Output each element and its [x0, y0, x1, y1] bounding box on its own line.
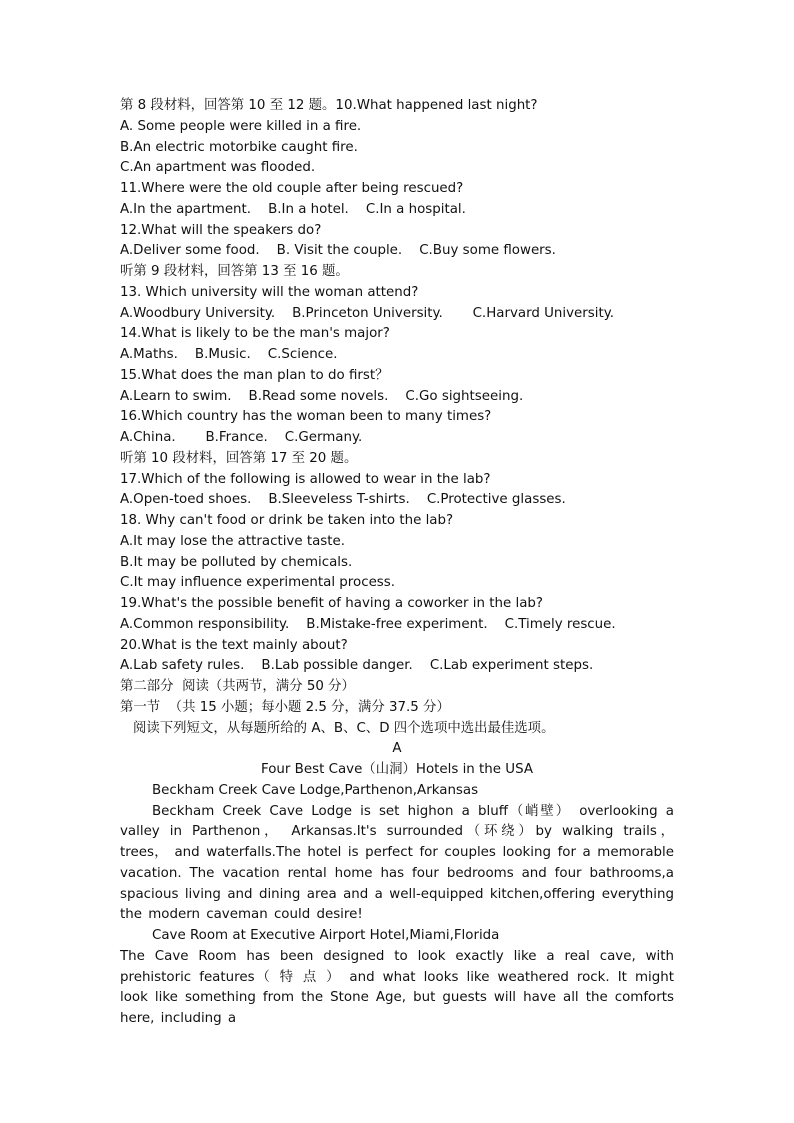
text-line: A.In the apartment. B.In a hotel. C.In a hospital. — [120, 201, 466, 217]
hotel-heading-1: Beckham Creek Cave Lodge,Parthenon,Arkansas — [152, 782, 479, 798]
text-line: 19.What's the possible benefit of having a coworker in the lab? — [120, 596, 544, 611]
text-line: 17.Which of the following is allowed to wear in the lab? — [120, 471, 491, 487]
text-line: B.It may be polluted by chemicals. — [120, 554, 353, 570]
text-line: A.China. B.France. C.Germany. — [120, 430, 363, 445]
text-line: A.Learn to swim. B.Read some novels. C.Go sightseeing. — [120, 388, 524, 404]
hotel-heading-2: Cave Room at Executive Airport Hotel,Miami,Florida — [152, 928, 500, 943]
text-line: 14.What is likely to be the man's major? — [120, 326, 390, 342]
instruction-text: 阅读下列短文，从每题所给的 A、B、C、D 四个选项中选出最佳选项。 — [133, 720, 555, 736]
text-line: 20.What is the text mainly about? — [120, 637, 348, 653]
text-line: A. Some people were killed in a fire. — [120, 118, 362, 134]
text-line: A.It may lose the attractive taste. — [120, 533, 346, 549]
text-line: B.An electric motorbike caught fire. — [120, 139, 358, 155]
text-line: 18. Why can't food or drink be taken into the lab? — [120, 513, 454, 528]
text-line: 15.What does the man plan to do first？ — [120, 367, 389, 383]
text-line: A.Deliver some food. B. Visit the couple. C.Buy some flowers. — [120, 243, 556, 259]
text-line: A.Open-toed shoes. B.Sleeveless T-shirts. C.Protective glasses. — [120, 492, 566, 508]
hotel-paragraph-2: The Cave Room has been designed to look exactly like a real cave, with prehistoric features（ 特 点 ） and what looks like weathered rock. It might look like something from the Stone Age, but guests will have all the comforts here, including a — [120, 948, 674, 1026]
part-heading: 第二部分 阅读（共两节，满分 50 分） — [120, 679, 355, 694]
text-line: A.Maths. B.Music. C.Science. — [120, 347, 338, 362]
text-line: 11.Where were the old couple after being rescued? — [120, 181, 464, 196]
passage-letter: A — [392, 741, 402, 757]
hotel-paragraph-1: Beckham Creek Cave Lodge is set highon a bluff（峭壁） overlooking a valley in Parthenon， Arkansas.It's surrounded（环绕）by walking trails， trees， and waterfalls.The hotel is perfect for couples looking for a memorable vacation. The vacation rental home has four bedrooms and four bathrooms,a spacious living and dining area and a well-equipped kitchen,offering everything the modern caveman could desire! — [120, 803, 674, 923]
text-line: C.It may influence experimental process. — [120, 575, 396, 591]
text-line: A.Lab safety rules. B.Lab possible danger. C.Lab experiment steps. — [120, 658, 594, 674]
text-line: 12.What will the speakers do? — [120, 222, 322, 238]
text-line: 13. Which university will the woman attend? — [120, 284, 419, 300]
text-line: 第 8 段材料，回答第 10 至 12 题。10.What happened last night? — [120, 98, 538, 113]
document-page — [120, 96, 674, 1030]
text-line: 听第 10 段材料，回答第 17 至 20 题。 — [120, 450, 358, 466]
text-line: 16.Which country has the woman been to many times? — [120, 409, 492, 425]
text-line: A.Common responsibility. B.Mistake-free experiment. C.Timely rescue. — [120, 616, 616, 632]
text-line: 听第 9 段材料，回答第 13 至 16 题。 — [120, 264, 349, 279]
passage-title: Four Best Cave（山洞）Hotels in the USA — [261, 762, 533, 777]
section-heading: 第一节 （共 15 小题；每小题 2.5 分，满分 37.5 分） — [120, 699, 450, 715]
text-line: C.An apartment was flooded. — [120, 160, 316, 176]
text-line: A.Woodbury University. B.Princeton University. C.Harvard University. — [120, 305, 615, 321]
